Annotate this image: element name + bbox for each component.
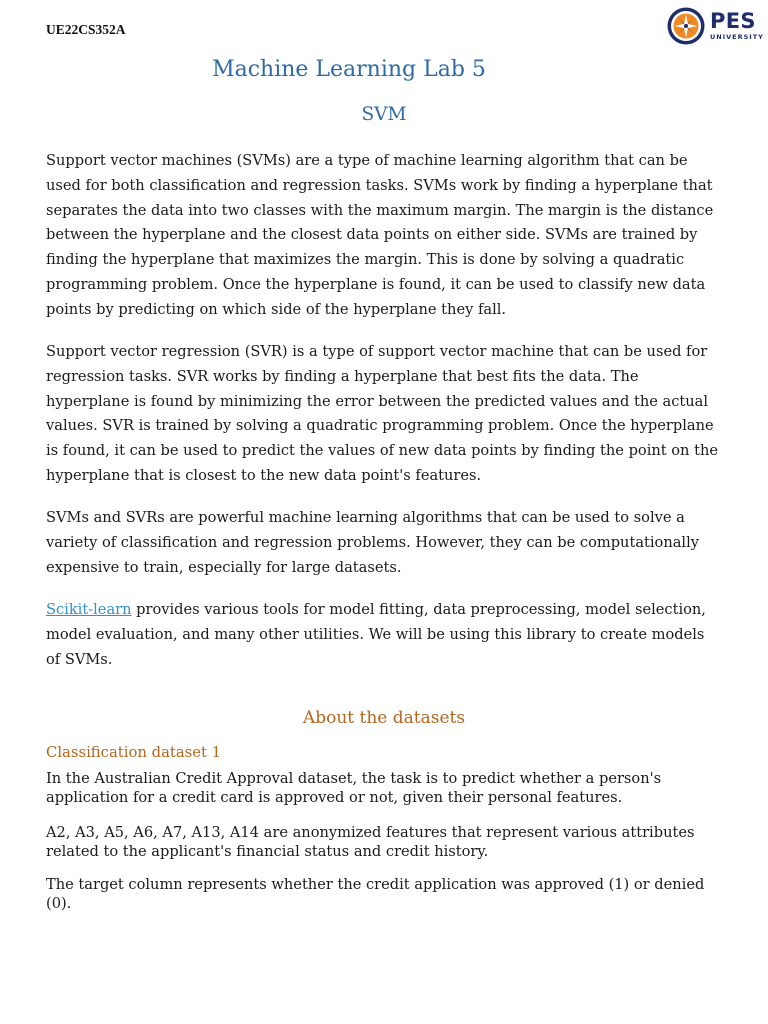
scikit-learn-link[interactable]: Scikit-learn <box>46 601 132 618</box>
dataset-description-paragraph: In the Australian Credit Approval dataset, the task is to predict whether a person's application for a credit card is approved or not, given their personal features. <box>46 770 662 806</box>
logo-subtext: UNIVERSITY <box>710 33 764 42</box>
pes-university-logo <box>666 5 762 47</box>
dataset-features-paragraph: A2, A3, A5, A6, A7, A13, A14 are anonymized features that represent various attributes related to the applicant's financial status and credit history. <box>46 824 695 860</box>
course-code: UE22CS352A <box>46 22 126 37</box>
scikit-learn-paragraph-text: provides various tools for model fitting, data preprocessing, model selection, model evaluation, and many other utilities. We will be using this library to create models of SVMs. <box>46 601 706 668</box>
svr-paragraph: Support vector regression (SVR) is a type of support vector machine that can be used for regression tasks. SVR works by finding a hyperplane that best fits the data. The hyperplane is found by minimizing the error between the predicted values and the actual values. SVR is trained by solving a quadratic programming problem. Once the hyperplane is found, it can be used to predict the values of new data points by finding the point on the hyperplane that is closest to the new data point's features. <box>46 343 718 484</box>
logo-brand-text: PES <box>710 9 756 34</box>
classification-dataset-heading: Classification dataset 1 <box>46 744 222 761</box>
svm-svr-summary-paragraph: SVMs and SVRs are powerful machine learning algorithms that can be used to solve a variety of classification and regression problems. However, they can be computationally expensive to train, especially for large datasets. <box>46 509 700 576</box>
page-subtitle: SVM <box>361 104 407 125</box>
dataset-target-paragraph: The target column represents whether the credit application was approved (1) or denied (0). <box>46 876 705 912</box>
page-title: Machine Learning Lab 5 <box>212 57 486 82</box>
svm-intro-paragraph: Support vector machines (SVMs) are a type of machine learning algorithm that can be used for both classification and regression tasks. SVMs work by finding a hyperplane that separates the data into two classes with the maximum margin. The margin is the distance between the hyperplane and the closest data points on either side. SVMs are trained by finding the hyperplane that maximizes the margin. This is done by solving a quadratic programming problem. Once the hyperplane is found, it can be used to classify new data points by predicting on which side of the hyperplane they fall. <box>46 152 714 318</box>
scikit-learn-paragraph <box>46 598 721 672</box>
section-heading-datasets: About the datasets <box>302 708 466 728</box>
compass-emblem-icon <box>666 6 706 46</box>
